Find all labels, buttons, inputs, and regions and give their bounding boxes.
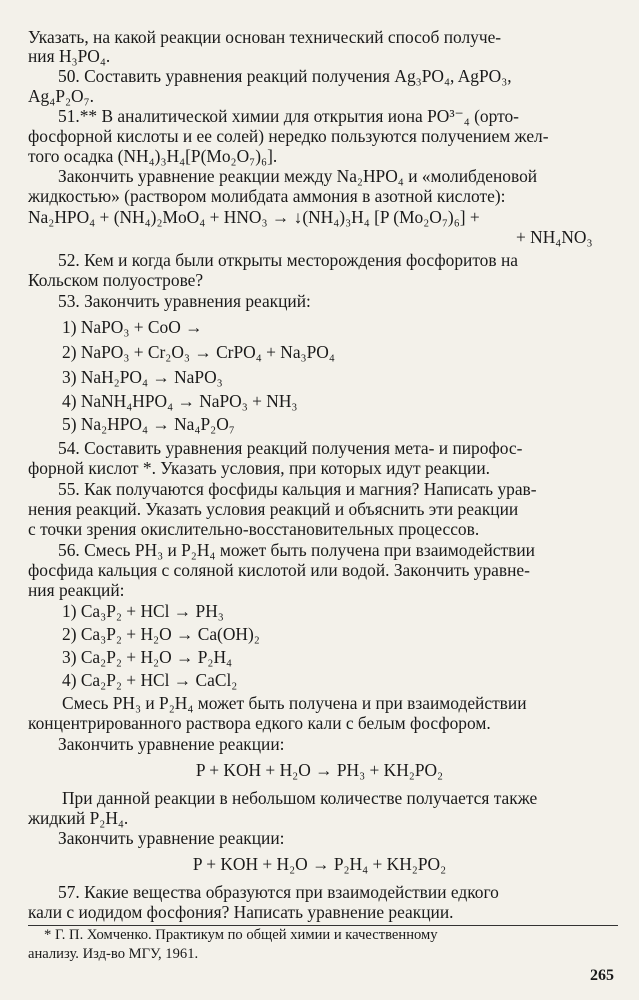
- equation: 4) NaNH₄HPO₄ → NaPO₃ + NH₃: [62, 391, 298, 411]
- question-52: 52. Кем и когда были открыты месторождения фосфоритов на: [58, 250, 518, 270]
- equation: 1) NaPO₃ + CoO →: [62, 317, 203, 337]
- question-50: 50. Составить уравнения реакций получения Ag₃PO₄, AgPO₃,: [58, 66, 512, 86]
- equation: Na₂HPO₄ + (NH₄)₂MoO₄ + HNO₃ → ↓(NH₄)₃H₄ [P (Mo₂O₇)₆] +: [28, 207, 480, 227]
- text-line: нения реакций. Указать условия реакций и объяснить эти реакции: [28, 499, 519, 519]
- text-line: Закончить уравнение реакции:: [58, 734, 285, 754]
- equation: + NH₄NO₃: [516, 227, 593, 247]
- text-line: концентрированного раствора едкого кали с белым фосфором.: [28, 713, 491, 733]
- text-line: жидкий P₂H₄.: [28, 808, 129, 828]
- text-line: ния реакций:: [28, 580, 125, 600]
- equation: 1) Ca₃P₂ + HCl → PH₃: [62, 601, 224, 621]
- question-53: 53. Закончить уравнения реакций:: [58, 291, 311, 311]
- question-55: 55. Как получаются фосфиды кальция и магния? Написать урав-: [58, 479, 537, 499]
- text-line: жидкостью» (раствором молибдата аммония в азотной кислоте):: [28, 186, 506, 206]
- question-54: 54. Составить уравнения реакций получения мета- и пирофос-: [58, 438, 523, 458]
- equation: 4) Ca₂P₂ + HCl → CaCl₂: [62, 670, 238, 690]
- equation: 2) Ca₃P₂ + H₂O → Ca(OH)₂: [62, 624, 260, 644]
- text-line: Указать, на какой реакции основан технический способ получе-: [28, 27, 502, 47]
- footnote: анализу. Изд-во МГУ, 1961.: [28, 946, 199, 962]
- text-line: ния H₃PO₄.: [28, 46, 111, 66]
- text-line: кали с иодидом фосфония? Написать уравнение реакции.: [28, 902, 454, 922]
- equation: 2) NaPO₃ + Cr₂O₃ → CrPO₄ + Na₃PO₄: [62, 342, 335, 362]
- text-line: Ag₄P₂O₇.: [28, 86, 95, 106]
- equation: 3) NaH₂PO₄ → NaPO₃: [62, 367, 223, 387]
- question-56: 56. Смесь PH₃ и P₂H₄ может быть получена при взаимодействии: [58, 540, 535, 560]
- text-line: Смесь PH₃ и P₂H₄ может быть получена и при взаимодействии: [62, 693, 527, 713]
- footnote: * Г. П. Хомченко. Практикум по общей химии и качественному: [44, 927, 438, 943]
- text-line: фосфида кальция с соляной кислотой или водой. Закончить уравне-: [28, 560, 530, 580]
- question-57: 57. Какие вещества образуются при взаимодействии едкого: [58, 882, 499, 902]
- question-51: 51.** В аналитической химии для открытия иона PO³⁻₄ (орто-: [58, 106, 519, 126]
- text-line: Кольском полуострове?: [28, 270, 204, 290]
- page-number: 265: [590, 967, 614, 984]
- equation: 5) Na₂HPO₄ → Na₄P₂O₇: [62, 414, 235, 434]
- text-line: При данной реакции в небольшом количестве получается также: [62, 788, 538, 808]
- text-line: фосфорной кислоты и ее солей) нередко пользуются получением жел-: [28, 126, 549, 146]
- text-line: того осадка (NH₄)₃H₄[P(Mo₂O₇)₆].: [28, 146, 278, 166]
- equation: P + KOH + H₂O → PH₃ + KH₂PO₂: [195, 760, 444, 780]
- text-line: Закончить уравнение реакции между Na₂HPO₄ и «молибденовой: [58, 166, 538, 186]
- text-line: с точки зрения окислительно-восстановительных процессов.: [28, 519, 480, 539]
- equation: 3) Ca₂P₂ + H₂O → P₂H₄: [62, 647, 233, 667]
- equation: P + KOH + H₂O → P₂H₄ + KH₂PO₂: [192, 854, 447, 874]
- text-line: форной кислот *. Указать условия, при которых идут реакции.: [28, 458, 491, 478]
- text-line: Закончить уравнение реакции:: [58, 828, 285, 848]
